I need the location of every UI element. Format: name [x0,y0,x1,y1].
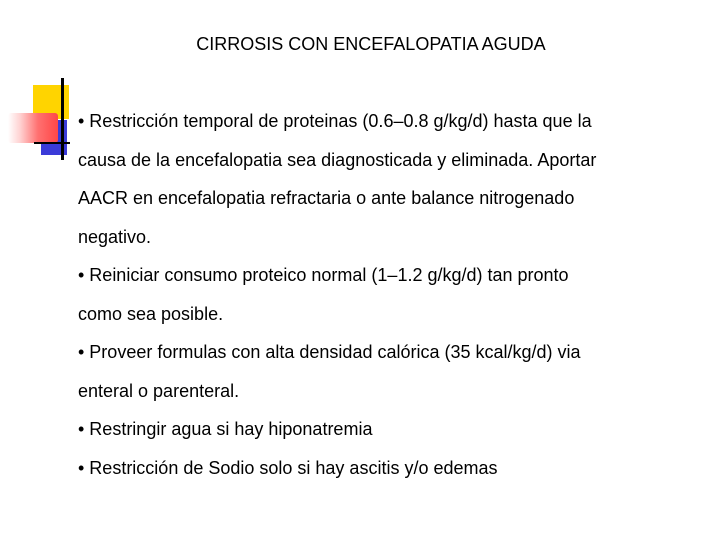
text-line: • Reiniciar consumo proteico normal (1–1.2 g/kg/d) tan pronto [78,265,569,285]
text-line: como sea posible. [78,303,224,324]
bullet-list [78,102,698,487]
text-line: enteral o parenteral. [78,380,240,401]
decorative-blocks-graphic [0,0,90,180]
horizontal-line [34,142,70,144]
slide-title: CIRROSIS CON ENCEFALOPATIA AGUDA [196,34,546,54]
red-gradient-bar [8,113,58,143]
text-line: AACR en encefalopatia refractaria o ante balance nitrogenado [78,188,575,208]
text-line: • Proveer formulas con alta densidad calórica (35 kcal/kg/d) via [78,342,581,362]
text-line: • Restricción temporal de proteinas (0.6–0.8 g/kg/d) hasta que la [78,111,592,131]
text-line: • Restringir agua si hay hiponatremia [78,419,373,439]
vertical-line [61,78,64,160]
text-line: • Restricción de Sodio solo si hay ascitis y/o edemas [78,457,498,478]
text-line: causa de la encefalopatia sea diagnosticada y eliminada. Aportar [78,149,597,170]
text-line: negativo. [78,226,152,247]
